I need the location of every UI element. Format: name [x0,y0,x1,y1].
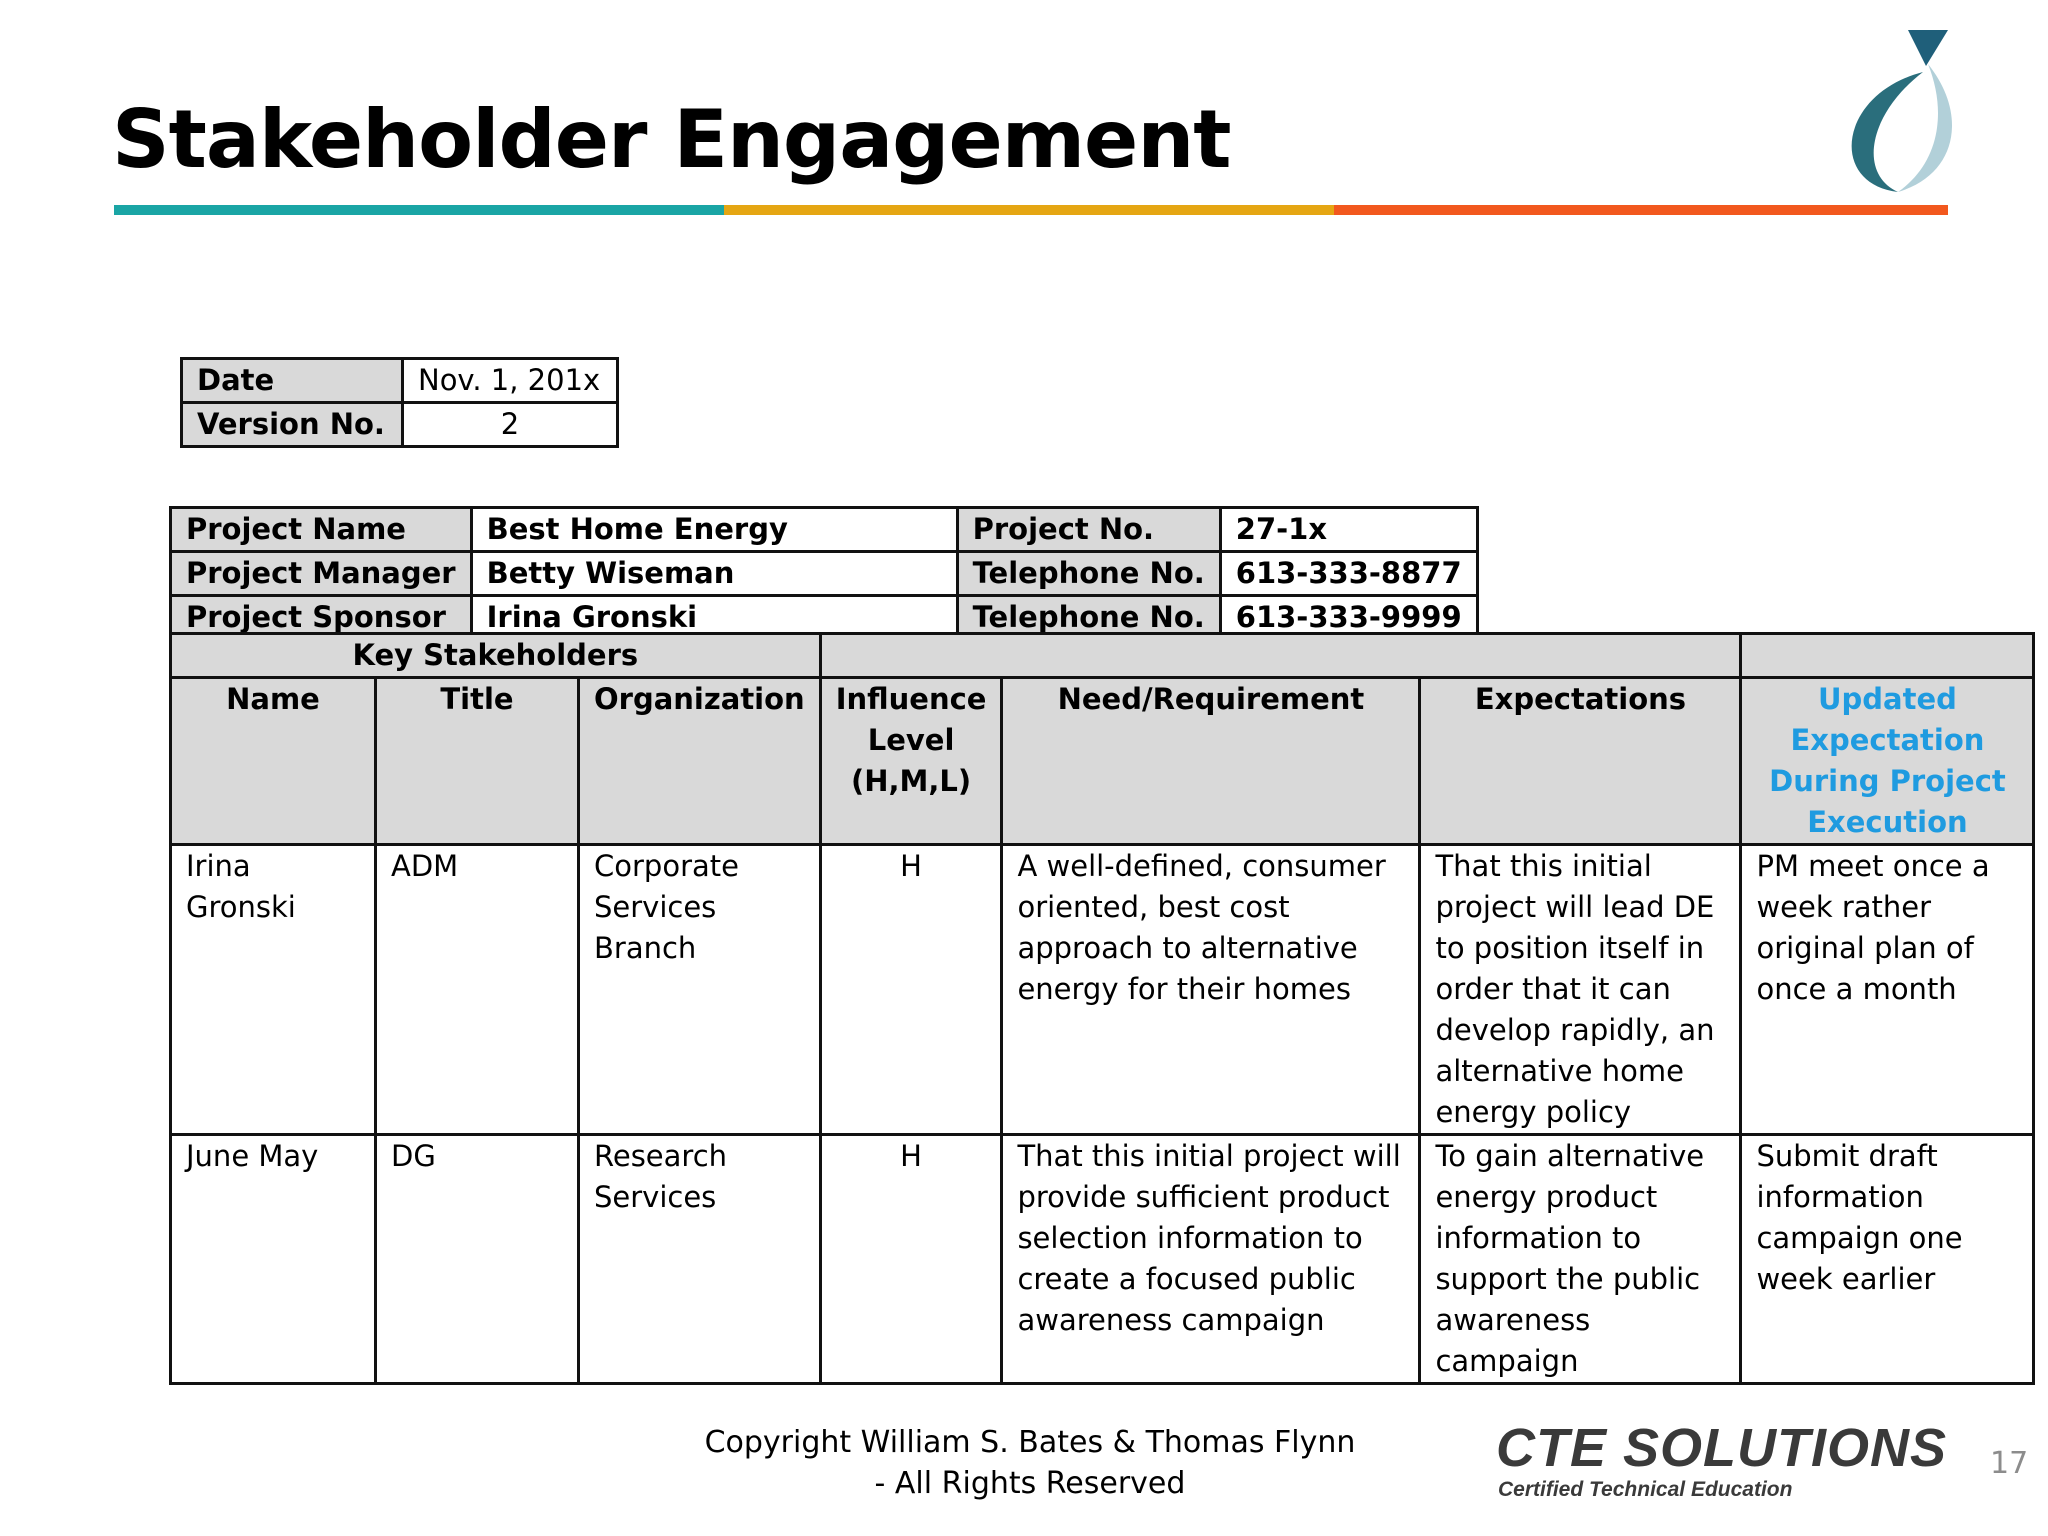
stakeholder-influence: H [820,1135,1002,1384]
copyright-notice [700,1422,1360,1504]
project-number-value: 27-1x [1220,508,1477,552]
project-name-label: Project Name [171,508,472,552]
stakeholder-organization: Research Services [579,1135,821,1384]
stakeholder-influence: H [820,845,1002,1135]
title-rule-gold [724,205,1334,215]
project-manager-value: Betty Wiseman [471,552,957,596]
col-organization: Organization [579,678,821,845]
project-name-value: Best Home Energy [471,508,957,552]
col-need-requirement: Need/Requirement [1002,678,1420,845]
stakeholder-updated-expectation: Submit draft information campaign one week earlier [1741,1135,2034,1384]
stakeholder-name: June May [171,1135,376,1384]
table-row [171,845,2034,1135]
header-spacer [820,634,1741,678]
col-updated-expectation: Updated Expectation During Project Execution [1741,678,2034,845]
col-title: Title [376,678,579,845]
cte-swirl-logo-icon [1818,24,1958,204]
manager-telephone-label: Telephone No. [957,552,1220,596]
title-rule-orange [1334,205,1948,215]
project-sponsor-label: Project Sponsor [171,596,472,640]
project-number-label: Project No. [957,508,1220,552]
stakeholder-title: DG [376,1135,579,1384]
stakeholder-need: That this initial project will provide sufficient product selection information to create a focused public awareness campaign [1002,1135,1420,1384]
sponsor-telephone-label: Telephone No. [957,596,1220,640]
version-value: 2 [403,403,618,447]
header-spacer-right [1741,634,2034,678]
version-label: Version No. [182,403,403,447]
stakeholder-expectations: To gain alternative energy product information to support the public awareness campaign [1420,1135,1741,1384]
cte-solutions-logo [1494,1414,1954,1504]
title-rule-teal [114,205,724,215]
col-name: Name [171,678,376,845]
stakeholder-title: ADM [376,845,579,1135]
date-label: Date [182,359,403,403]
stakeholder-organization: Corporate Services Branch [579,845,821,1135]
page-number: 17 [1990,1446,2029,1481]
project-info-table [169,506,1479,641]
logo-name: CTE SOLUTIONS [1496,1418,1948,1478]
copyright-line-2: - All Rights Reserved [874,1466,1186,1501]
stakeholder-name: Irina Gronski [171,845,376,1135]
manager-telephone-value: 613-333-8877 [1220,552,1477,596]
col-influence-level: Influence Level (H,M,L) [820,678,1002,845]
document-meta-table [180,357,619,448]
date-value: Nov. 1, 201x [403,359,618,403]
col-expectations: Expectations [1420,678,1741,845]
logo-tagline: Certified Technical Education [1498,1478,1793,1501]
stakeholder-updated-expectation: PM meet once a week rather original plan of once a month [1741,845,2034,1135]
slide-title: Stakeholder Engagement [112,93,1231,186]
table-row [171,1135,2034,1384]
project-sponsor-value: Irina Gronski [471,596,957,640]
sponsor-telephone-value: 613-333-9999 [1220,596,1477,640]
stakeholder-need: A well-defined, consumer oriented, best cost approach to alternative energy for their homes [1002,845,1420,1135]
key-stakeholders-header: Key Stakeholders [171,634,821,678]
stakeholder-expectations: That this initial project will lead DE to position itself in order that it can develop rapidly, an alternative home energy policy [1420,845,1741,1135]
key-stakeholders-table [169,632,2035,1385]
copyright-line-1: Copyright William S. Bates & Thomas Flynn [704,1425,1356,1460]
project-manager-label: Project Manager [171,552,472,596]
